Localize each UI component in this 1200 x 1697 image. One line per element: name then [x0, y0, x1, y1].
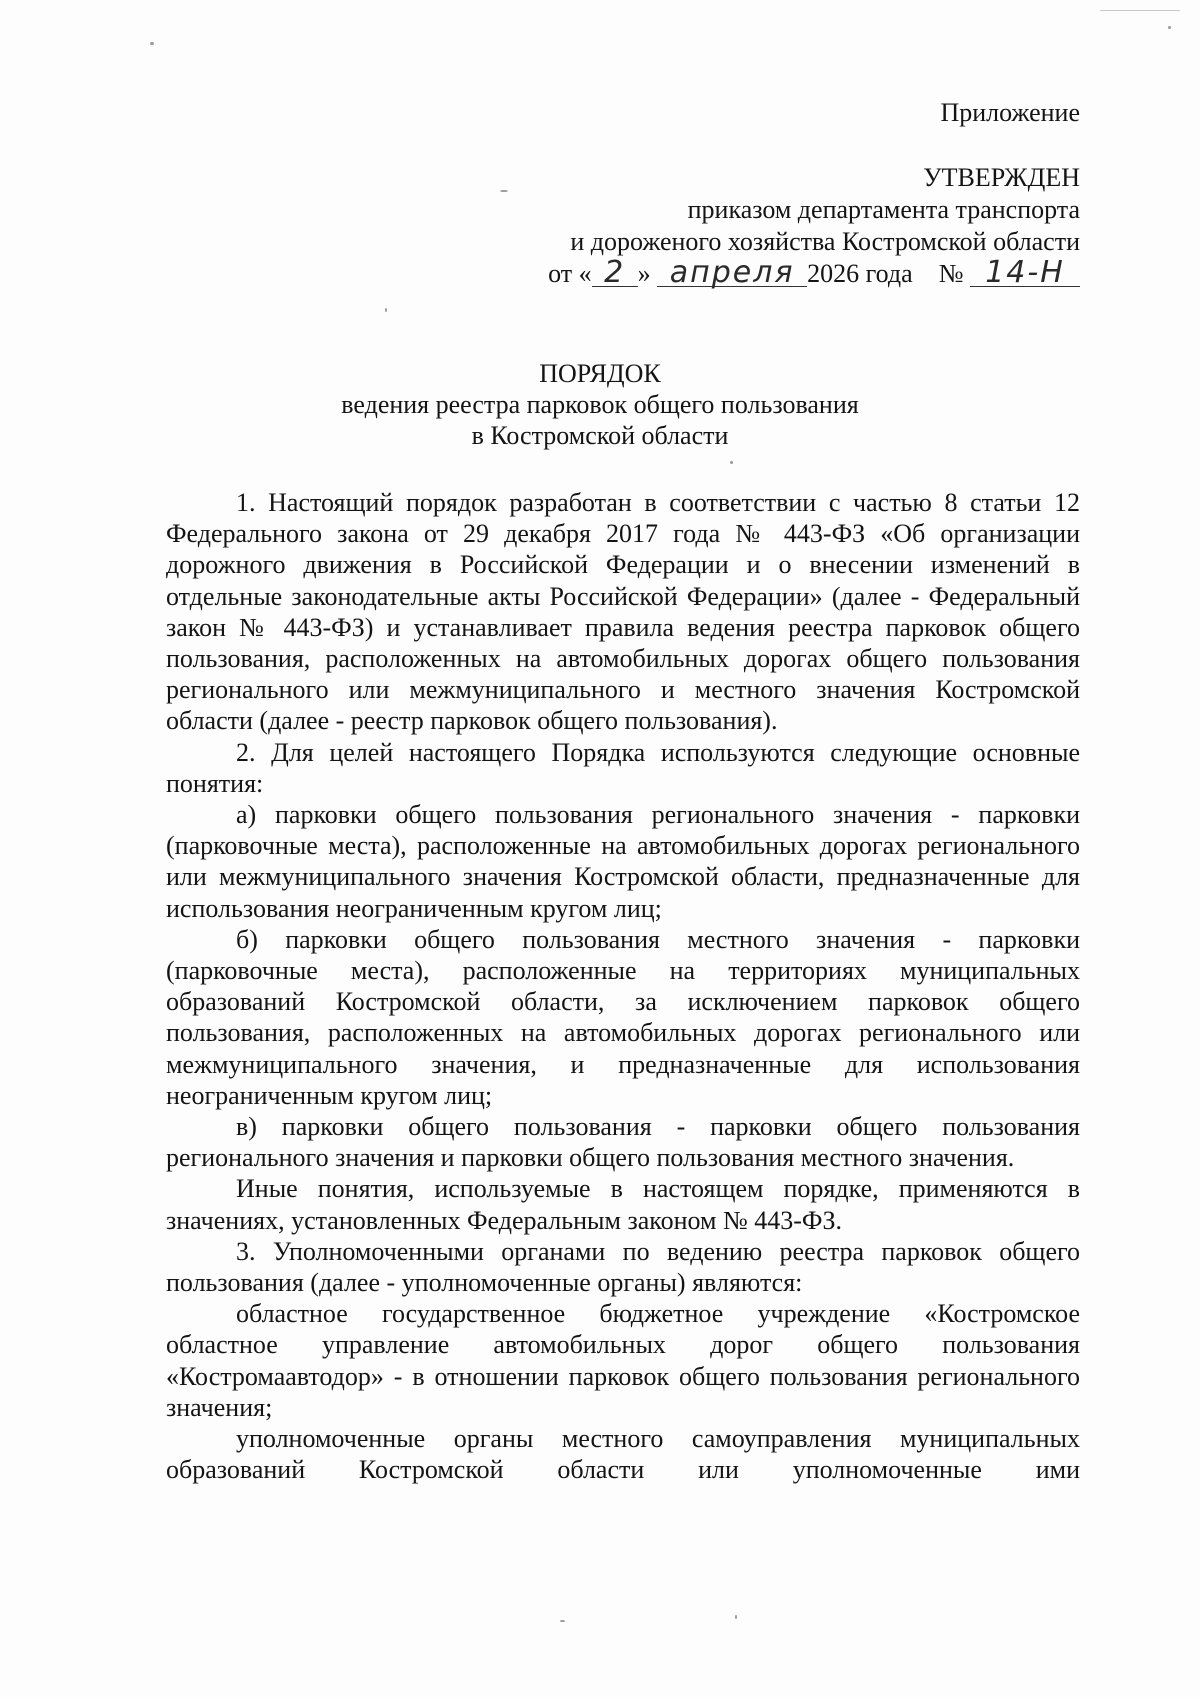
paragraph: 2. Для целей настоящего Порядка используются следующие основные понятия: — [166, 737, 1080, 798]
paragraph: областное государственное бюджетное учреждение «Костромское областное управление автомобильных дорог общего пользования «Костромаавтодор» - в отношении парковок общего пользования регионального значения; — [166, 1299, 1080, 1422]
scan-speck — [500, 190, 508, 192]
document-title: ПОРЯДОК — [539, 359, 661, 388]
scan-speck — [735, 1615, 737, 1619]
order-line-2: и дороженого хозяйства Костромской области — [570, 227, 1080, 256]
date-month-handwritten: апреля — [657, 260, 807, 287]
document-subtitle-1: ведения реестра парковок общего пользования — [341, 390, 859, 419]
paragraph: а) парковки общего пользования регионального значения - парковки (парковочные места), расположенные на автомобильных дорогах регионального или межмуниципального значения Костромской области, предназначенные для использования неограниченным кругом лиц; — [166, 800, 1080, 923]
scan-speck — [150, 42, 154, 45]
paragraph: в) парковки общего пользования - парковки общего пользования регионального значения и парковки общего пользования местного значения. — [166, 1112, 1080, 1173]
date-day-handwritten: 2 — [592, 260, 638, 287]
paragraph: уполномоченные органы местного самоуправления муниципальных образований Костромской области или уполномоченные ими — [166, 1424, 1080, 1485]
appendix-label: Приложение — [940, 98, 1080, 127]
scan-edge-line — [1100, 10, 1180, 11]
date-year: 2026 года — [807, 259, 913, 288]
order-number-handwritten: 14-Н — [970, 260, 1080, 287]
scan-speck — [385, 308, 387, 312]
paragraph: 1. Настоящий порядок разработан в соответствии с частью 8 статьи 12 Федерального закона от 29 декабря 2017 года № 443-ФЗ «Об организации дорожного движения в Российской Федерации и о внесении изменений в отдельные законодательные акты Российской Федерации» (далее - Федеральный закон № 443-ФЗ) и устанавливает правила ведения реестра парковок общего пользования, расположенных на автомобильных дорогах общего пользования регионального или межмуниципального и местного значения Костромской области (далее - реестр парковок общего пользования). — [166, 488, 1080, 736]
paragraph: Иные понятия, используемые в настоящем порядке, применяются в значениях, установленных Федеральным законом № 443-ФЗ. — [166, 1174, 1080, 1235]
order-line-1: приказом департамента транспорта — [687, 195, 1080, 224]
date-separator: » — [637, 259, 651, 288]
paragraph: 3. Уполномоченными органами по ведению реестра парковок общего пользования (далее - уполномоченные органы) являются: — [166, 1236, 1080, 1298]
document-subtitle-2: в Костромской области — [471, 421, 729, 450]
approved-label: УТВЕРЖДЕН — [923, 163, 1080, 192]
document-body — [166, 487, 1080, 1486]
scan-speck — [730, 461, 733, 464]
scan-speck — [560, 1620, 565, 1622]
order-date-line — [548, 255, 1080, 290]
scan-speck — [1168, 26, 1171, 29]
paragraph: б) парковки общего пользования местного значения - парковки (парковочные места), расположенные на территориях муниципальных образований Костромской области, за исключением парковок общего пользования, расположенных на автомобильных дорогах регионального или межмуниципального значения, и предназначенные для использования неограниченным кругом лиц; — [166, 924, 1080, 1110]
number-prefix: № — [938, 259, 964, 288]
date-prefix: от « — [548, 259, 592, 288]
